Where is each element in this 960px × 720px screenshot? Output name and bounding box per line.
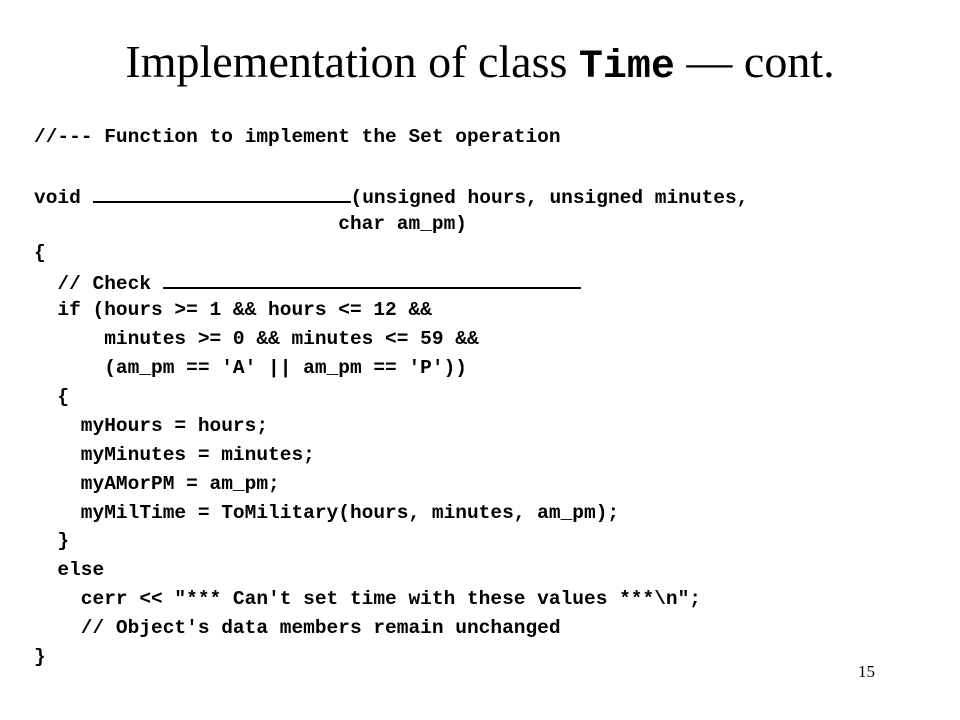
title-prefix: Implementation of class	[125, 36, 579, 87]
code-close-brace: }	[34, 646, 46, 669]
code-block	[34, 123, 934, 672]
code-inner-open-brace: {	[34, 386, 70, 409]
title-class-name: Time	[578, 45, 675, 90]
code-comment-header: //--- Function to implement the Set operation	[34, 126, 561, 148]
code-assign-hours: myHours = hours;	[34, 414, 269, 437]
page-number: 15	[858, 662, 875, 681]
code-condition-ampm: (am_pm == 'A' || am_pm == 'P'))	[34, 357, 467, 380]
code-assign-miltime: myMilTime = ToMilitary(hours, minutes, am_pm);	[34, 501, 620, 524]
code-comment-unchanged: // Object's data members remain unchanged	[34, 617, 561, 640]
check-description-blank	[163, 267, 581, 289]
code-blank-line	[34, 152, 934, 181]
function-name-blank	[93, 181, 351, 203]
slide-title	[0, 32, 960, 98]
title-suffix: — cont.	[674, 36, 835, 87]
code-assign-minutes: myMinutes = minutes;	[34, 443, 315, 466]
code-cerr-line: cerr << "*** Can't set time with these values ***\n";	[34, 588, 702, 611]
code-open-brace: {	[34, 241, 46, 264]
code-condition-minutes: minutes >= 0 && minutes <= 59 &&	[34, 328, 479, 351]
code-inner-close-brace: }	[34, 530, 70, 553]
signature-prefix: void	[34, 186, 93, 209]
code-if-line: if (hours >= 1 && hours <= 12 &&	[34, 299, 432, 322]
code-assign-ampm: myAMorPM = am_pm;	[34, 472, 280, 495]
code-check-comment	[34, 267, 934, 296]
signature-params: (unsigned hours, unsigned minutes,	[350, 186, 749, 209]
code-else-line: else	[34, 559, 105, 582]
code-signature-line	[34, 181, 934, 210]
check-comment-prefix: // Check	[34, 273, 163, 296]
code-signature-continuation: char am_pm)	[34, 212, 467, 235]
